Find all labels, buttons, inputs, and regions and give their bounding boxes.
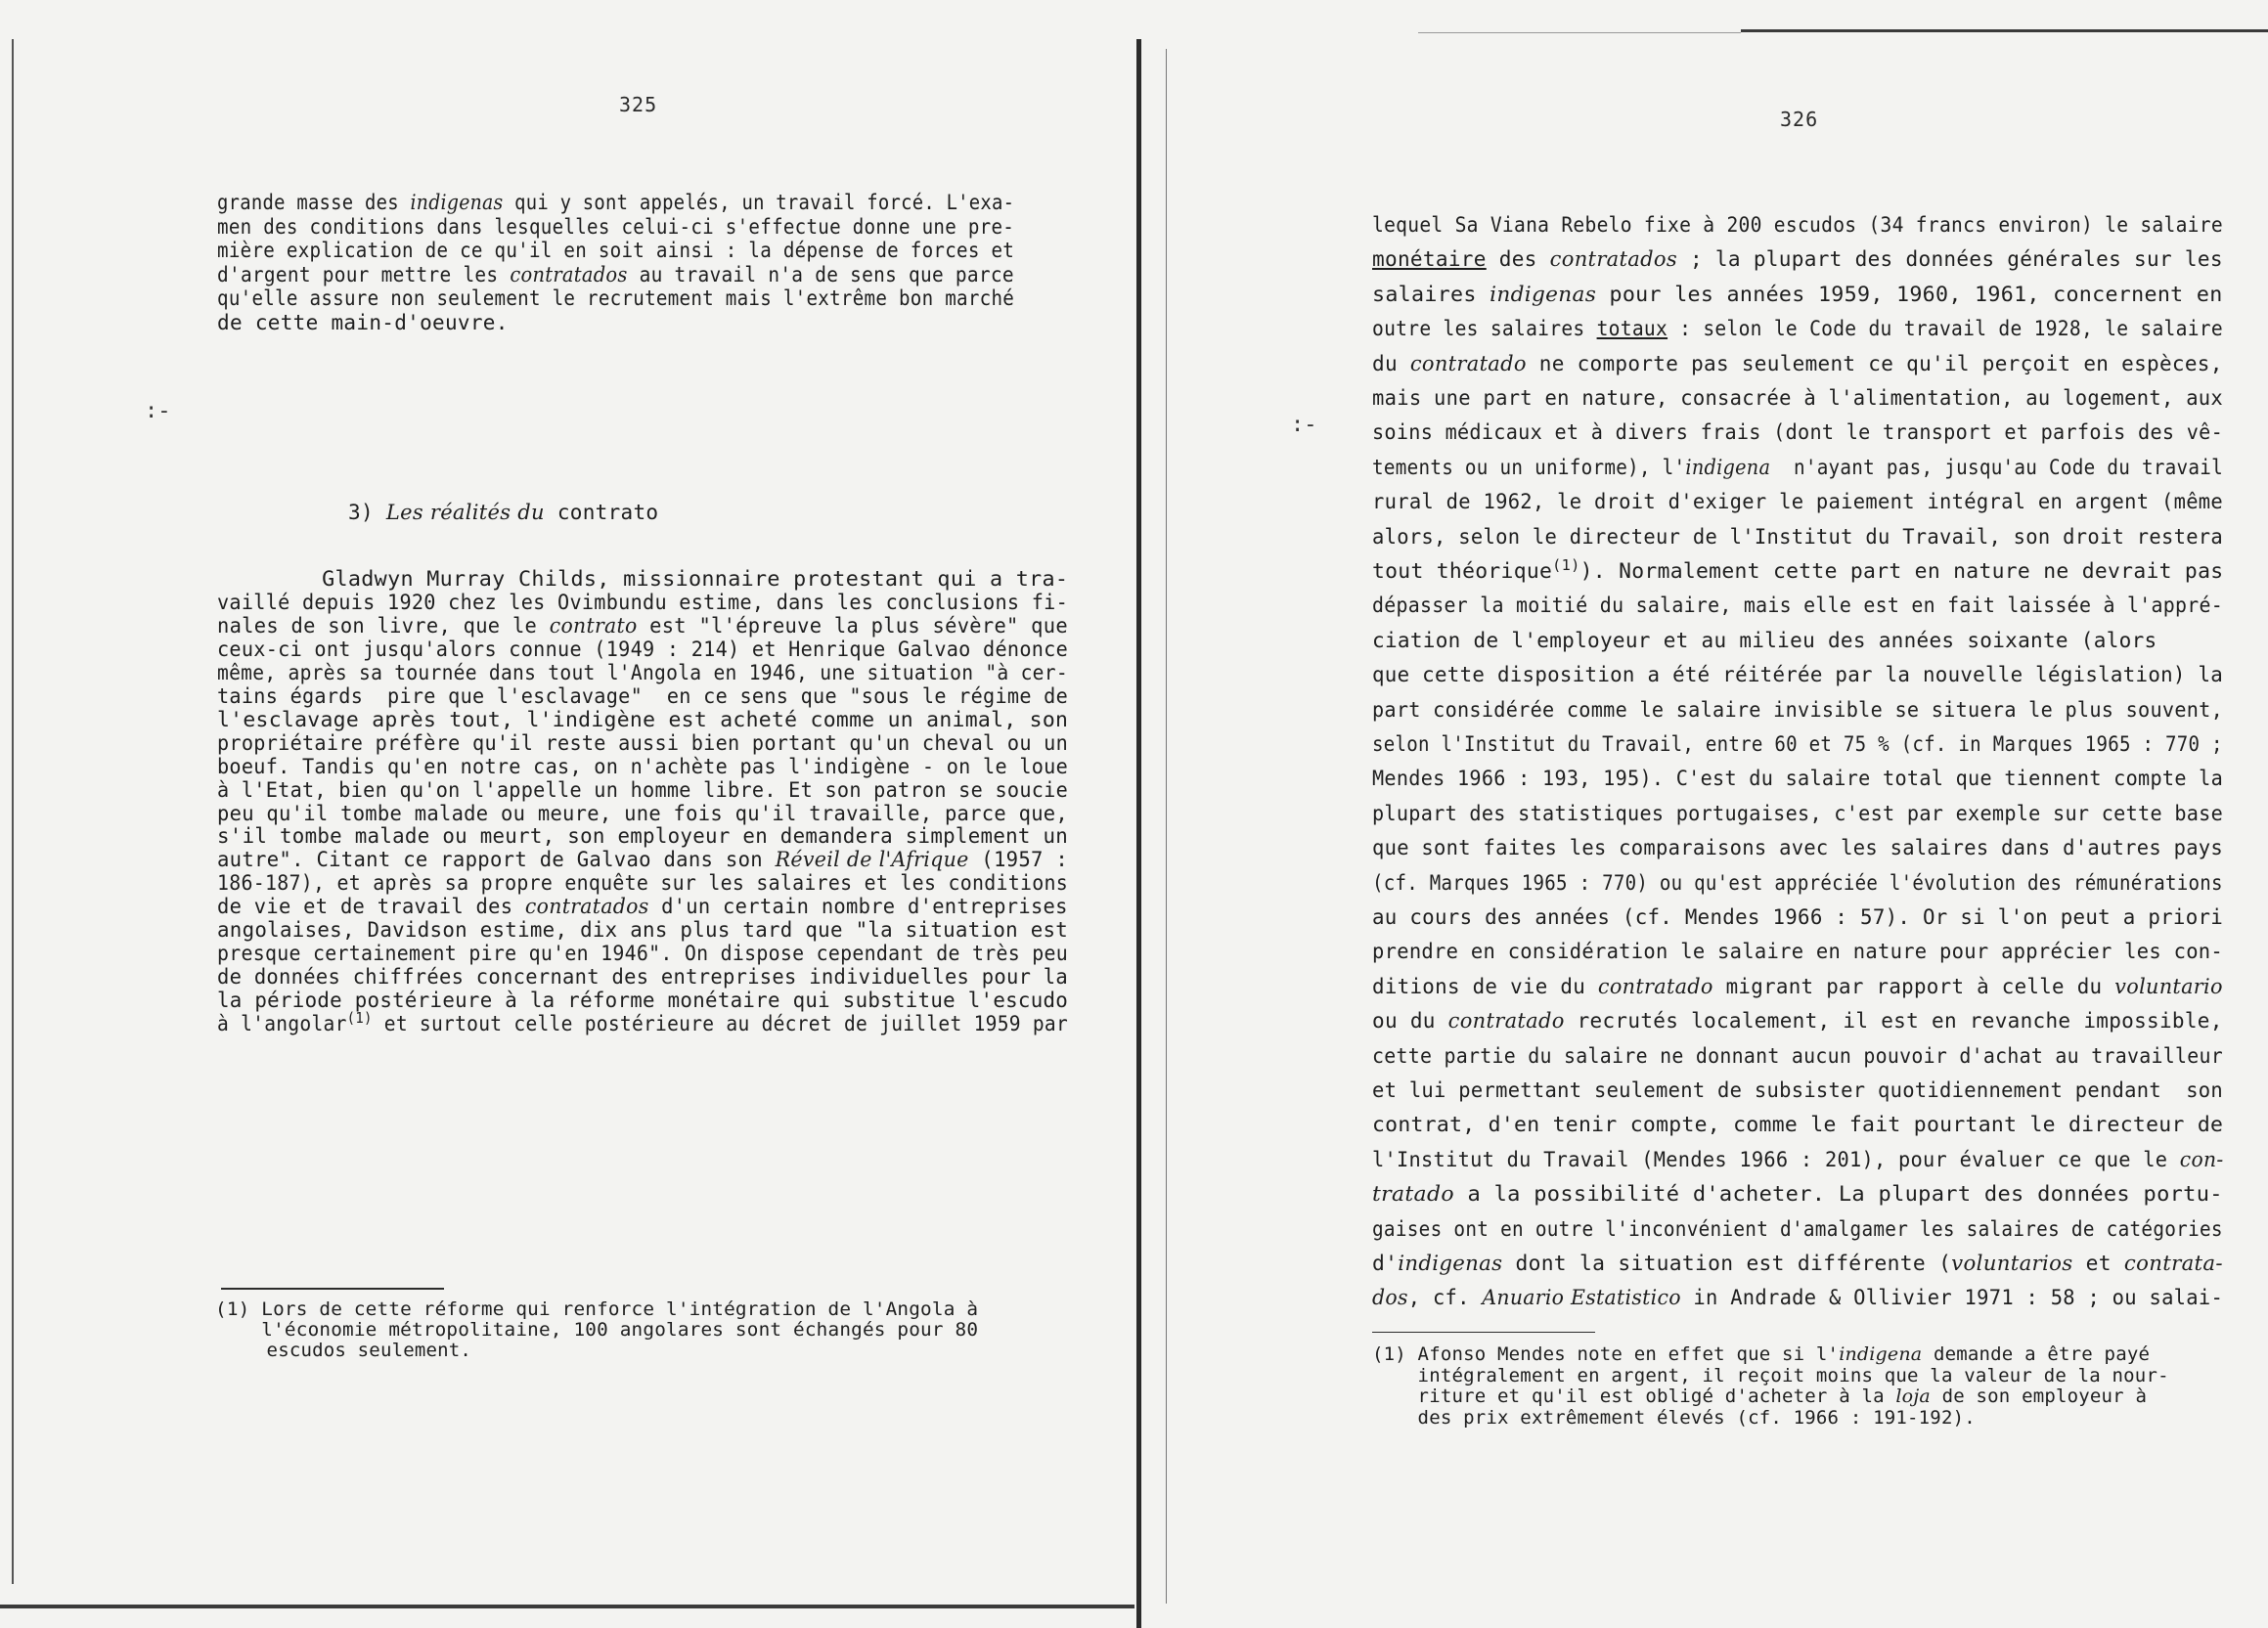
text-line — [1372, 1078, 2223, 1102]
text-run: contratado — [1597, 974, 1713, 998]
text-line — [217, 755, 1068, 778]
text-run: des prix extrêmement élevés (cf. 1966 : 191-192). — [1372, 1406, 1976, 1429]
text-line — [217, 895, 1068, 918]
footnote-separator — [1372, 1332, 1595, 1333]
right-page — [1134, 0, 2268, 1628]
text-line — [1372, 1343, 2150, 1365]
text-line — [1372, 213, 2223, 237]
text-run: à l'Etat, bien qu'on l'appelle un homme libre. Et son patron se soucie — [217, 777, 1069, 802]
text-run: alors, selon le directeur de l'Institut du Travail, son droit restera — [1372, 524, 2224, 549]
text-run: tout théorique — [1372, 559, 1553, 583]
text-line — [1372, 247, 2223, 271]
text-run: contratados — [510, 262, 628, 286]
text-run: contratado — [1409, 351, 1527, 375]
text-run: contrata- — [2123, 1252, 2223, 1275]
text-line — [1372, 1217, 2223, 1241]
text-line — [1372, 975, 2223, 998]
text-run: d'un certain nombre d'entreprises — [648, 895, 1068, 919]
text-line — [1372, 1113, 2223, 1136]
text-run: (1) — [346, 1009, 373, 1028]
text-run: est "l'épreuve la plus sévère" que — [637, 613, 1068, 638]
text-line — [1372, 767, 2223, 790]
text-run: que cette disposition a été réitérée par la nouvelle législation) la — [1372, 663, 2224, 687]
text-run: l'esclavage après tout, l'indigène est acheté comme un animal, son — [217, 707, 1069, 731]
text-line — [217, 567, 1068, 591]
text-line — [1372, 802, 2223, 825]
text-run: : selon le Code du travail de 1928, le salaire — [1668, 317, 2223, 341]
text-line — [1372, 871, 2223, 895]
text-run: angolaises, Davidson estime, dix ans plus tard que "la situation est — [217, 918, 1069, 943]
text-line — [1372, 1365, 2169, 1386]
text-run: in Andrade & Ollivier 1971 : 58 ; ou salai- — [1680, 1286, 2224, 1310]
text-run: boeuf. Tandis qu'en notre cas, on n'achète pas l'indigène - on le loue — [217, 754, 1069, 778]
text-run: contratados — [524, 895, 649, 919]
text-line — [217, 263, 1014, 286]
text-line — [217, 661, 1068, 684]
text-run: riture et qu'il est obligé d'acheter à la — [1372, 1386, 1896, 1407]
text-line — [1372, 1044, 2223, 1068]
text-line — [217, 311, 509, 334]
page-number: 326 — [1780, 108, 1819, 131]
text-line — [1372, 1182, 2223, 1206]
text-run: selon l'Institut du Travail, entre 60 et 75 % (cf. in Marques 1965 : 770 ; — [1372, 732, 2223, 756]
text-line — [1372, 1386, 2147, 1407]
text-run: dos — [1372, 1286, 1408, 1310]
text-run: du — [1372, 351, 1410, 375]
text-run: Gladwyn Murray Childs, missionnaire protestant qui a tra- — [217, 567, 1069, 591]
text-line — [217, 708, 1068, 731]
text-run: mière explication de ce qu'il en soit ainsi : la dépense de forces et — [217, 239, 1015, 262]
text-line — [215, 1319, 978, 1341]
text-run: 3) — [348, 501, 386, 524]
text-run: d' — [1372, 1252, 1399, 1275]
text-run: (cf. Marques 1965 : 770) ou qu'est appréciée l'évolution des rémunérations — [1372, 870, 2223, 895]
text-run: ne comporte pas seulement ce qu'il perçoit en espèces, — [1526, 351, 2223, 375]
text-run: que sont faites les comparaisons avec les salaires dans d'autres pays — [1372, 836, 2224, 860]
text-line — [217, 638, 1068, 661]
text-line — [217, 591, 1068, 614]
text-run: lequel Sa Viana Rebelo fixe à 200 escudos (34 francs environ) le salaire — [1372, 213, 2223, 237]
text-run: contratados — [1549, 247, 1677, 272]
text-run: demande a être payé — [1922, 1343, 2151, 1365]
text-run: tements ou un uniforme), l' — [1372, 455, 1686, 479]
text-run: vaillé depuis 1920 chez les Ovimbundu estime, dans les conclusions fi- — [217, 590, 1069, 614]
text-line — [1372, 1252, 2223, 1275]
margin-mark: :- — [1291, 413, 1317, 437]
footnote-separator — [221, 1288, 444, 1290]
text-run: ). Normalement cette part en nature ne devrait pas — [1579, 559, 2224, 583]
text-run: escudos seulement. — [221, 1340, 472, 1361]
text-line — [1372, 905, 2223, 929]
text-run: contratado — [1447, 1009, 1565, 1034]
text-run: outre les salaires — [1372, 317, 1597, 341]
text-run: la période postérieure à la réforme monétaire qui substitue l'escudo — [217, 989, 1069, 1013]
page-number: 325 — [619, 93, 658, 116]
text-line — [1372, 732, 2223, 756]
text-run: qu'elle assure non seulement le recrutement mais l'extrême bon marché — [217, 286, 1015, 310]
text-run: salaires — [1372, 282, 1490, 306]
text-run: de vie et de travail des — [217, 895, 525, 919]
text-line — [217, 614, 1068, 638]
text-line — [1372, 317, 2223, 340]
text-run: au travail n'a de sens que parce — [627, 262, 1014, 286]
text-run: a la possibilité d'acheter. La plupart des données portu- — [1453, 1182, 2223, 1207]
text-run: indigenas — [1398, 1252, 1503, 1275]
text-line — [1372, 940, 2223, 963]
text-line — [348, 501, 658, 524]
text-run: 186-187), et après sa propre enquête sur les salaires et les conditions — [217, 871, 1068, 896]
text-run: pour les années 1959, 1960, 1961, concernent en — [1596, 282, 2223, 306]
text-run: migrant par rapport à celle du — [1712, 974, 2115, 998]
text-run: autre". Citant ce rapport de Galvao dans son — [217, 848, 776, 872]
text-run: de cette main-d'oeuvre. — [217, 310, 509, 334]
text-run: Les réalités du — [385, 501, 545, 524]
text-line — [217, 778, 1068, 802]
text-run: voluntarios — [1951, 1252, 2073, 1275]
text-run: indigenas — [1490, 282, 1597, 306]
text-run: cette partie du salaire ne donnant aucun pouvoir d'achat au travailleur — [1372, 1043, 2223, 1068]
text-run: même, après sa tournée dans tout l'Angola en 1946, une situation "à cer- — [217, 660, 1068, 684]
text-line — [217, 942, 1068, 965]
text-run: l'économie métropolitaine, 100 angolares sont échangés pour 80 — [215, 1319, 979, 1341]
text-run: intégralement en argent, il reçoit moins que la valeur de la nour- — [1372, 1364, 2169, 1386]
text-run: nales de son livre, que le — [217, 613, 550, 638]
text-run: indigena — [1839, 1343, 1923, 1365]
text-run: voluntario — [2114, 974, 2223, 998]
text-line — [221, 1340, 471, 1361]
text-run: de données chiffrées concernant des entreprises individuelles pour la — [217, 965, 1069, 990]
text-run: soins médicaux et à divers frais (dont le transport et parfois des vê- — [1372, 420, 2224, 445]
text-run: ciation de l'employeur et au milieu des années soixante (alors — [1372, 628, 2157, 652]
text-run: et — [2072, 1252, 2124, 1275]
text-run: grande masse des — [217, 191, 411, 214]
text-run: loja — [1895, 1386, 1931, 1407]
text-line — [1372, 525, 2223, 549]
text-run: contrato — [549, 613, 638, 638]
text-line — [1372, 1286, 2223, 1309]
text-run: men des conditions dans lesquelles celui-ci s'effectue donne une pre- — [217, 214, 1015, 239]
text-run: (1957 : — [968, 848, 1069, 872]
text-run: dont la situation est différente ( — [1502, 1252, 1952, 1275]
text-line — [217, 918, 1068, 942]
text-run: (1) Lors de cette réforme qui renforce l'intégration de l'Angola à — [215, 1298, 979, 1320]
text-run: tains égards pire que l'esclavage" en ce sens que "sous le régime de — [217, 683, 1069, 708]
text-line — [1372, 420, 2223, 444]
text-run: , cf. — [1407, 1286, 1483, 1310]
text-run: n'ayant pas, jusqu'au Code du travail — [1770, 455, 2224, 479]
text-line — [1372, 490, 2223, 513]
text-run: l'Institut du Travail (Mendes 1966 : 201), pour évaluer ce que le — [1372, 1147, 2180, 1171]
text-line — [217, 191, 1014, 214]
text-run: d'argent pour mettre les — [217, 262, 511, 286]
text-run: et surtout celle postérieure au décret de juillet 1959 par — [372, 1012, 1069, 1036]
text-run: (1) — [1552, 556, 1580, 574]
text-line — [1372, 594, 2223, 617]
text-line — [1372, 663, 2223, 686]
text-line — [217, 802, 1068, 825]
text-line — [1372, 456, 2223, 479]
text-run: plupart des statistiques portugaises, c'est par exemple sur cette base — [1372, 801, 2224, 825]
text-line — [1372, 629, 2157, 652]
text-run: qui y sont appelés, un travail forcé. L'exa- — [503, 191, 1015, 214]
text-line — [217, 848, 1068, 871]
text-run: Réveil de l'Afrique — [775, 848, 969, 872]
text-run: Mendes 1966 : 193, 195). C'est du salaire total que tiennent compte la — [1372, 767, 2224, 791]
text-line — [1372, 1148, 2223, 1171]
text-line — [1372, 556, 2224, 583]
text-run: Anuario Estatistico — [1482, 1286, 1681, 1310]
text-line — [1372, 836, 2223, 859]
text-run: presque certainement pire qu'en 1946". On dispose cependant de très peu — [217, 942, 1068, 966]
text-run: dépasser la moitié du salaire, mais elle est en fait laissée à l'appré- — [1372, 594, 2223, 618]
margin-mark: :- — [145, 399, 171, 423]
text-run: (1) Afonso Mendes note en effet que si l' — [1372, 1343, 1840, 1365]
text-run: ou du — [1372, 1009, 1448, 1034]
text-run: recrutés localement, il est en revanche impossible, — [1564, 1009, 2223, 1034]
text-run: ceux-ci ont jusqu'alors connue (1949 : 214) et Henrique Galvao dénonce — [217, 637, 1069, 661]
text-run: contrat, d'en tenir compte, comme le fait pourtant le directeur de — [1372, 1113, 2224, 1137]
text-run: ditions de vie du — [1372, 974, 1598, 998]
text-run: indigena — [1685, 455, 1771, 479]
text-line — [1372, 283, 2223, 306]
text-run: gaises ont en outre l'inconvénient d'amalgamer les salaires de catégories — [1372, 1216, 2223, 1241]
text-run: de son employeur à — [1930, 1386, 2148, 1407]
text-run: ; la plupart des données générales sur les — [1676, 247, 2223, 272]
text-run: mais une part en nature, consacrée à l'alimentation, au logement, aux — [1372, 386, 2224, 410]
text-run: des — [1486, 247, 1550, 272]
text-line — [217, 215, 1014, 239]
text-run: s'il tombe malade ou meurt, son employeur en demandera simplement un — [217, 824, 1069, 849]
text-run: totaux — [1596, 317, 1668, 341]
text-run: et lui permettant seulement de subsister quotidiennement pendant son — [1372, 1078, 2224, 1102]
text-run: part considérée comme le salaire invisible se situera le plus souvent, — [1372, 697, 2224, 722]
text-line — [1372, 698, 2223, 722]
text-run: monétaire — [1372, 247, 1487, 272]
text-run: au cours des années (cf. Mendes 1966 : 57). Or si l'on peut a priori — [1372, 905, 2224, 929]
text-run: propriétaire préfère qu'il reste aussi bien portant qu'un cheval ou un — [217, 730, 1069, 755]
text-line — [217, 684, 1068, 708]
text-run: tratado — [1372, 1182, 1454, 1207]
text-line — [217, 239, 1014, 262]
text-line — [1372, 386, 2223, 410]
text-run: rural de 1962, le droit d'exiger le paiement intégral en argent (même — [1372, 490, 2224, 514]
text-line — [215, 1298, 978, 1320]
text-run: prendre en considération le salaire en nature pour apprécier les con- — [1372, 940, 2224, 964]
text-line — [217, 731, 1068, 755]
text-line — [217, 965, 1068, 989]
text-line — [1372, 1407, 1976, 1429]
text-run: con- — [2179, 1147, 2224, 1171]
text-run: contrato — [544, 501, 659, 524]
text-line — [217, 871, 1068, 895]
text-line — [1372, 1009, 2223, 1033]
text-run: peu qu'il tombe malade ou meure, une fois qu'il travaille, parce que, — [217, 801, 1069, 825]
text-line — [217, 1009, 1069, 1036]
text-line — [217, 824, 1068, 848]
text-run: indigenas — [410, 191, 504, 214]
text-run: à l'angolar — [217, 1012, 347, 1036]
text-line — [217, 286, 1014, 310]
text-line — [217, 989, 1068, 1012]
text-line — [1372, 352, 2223, 375]
